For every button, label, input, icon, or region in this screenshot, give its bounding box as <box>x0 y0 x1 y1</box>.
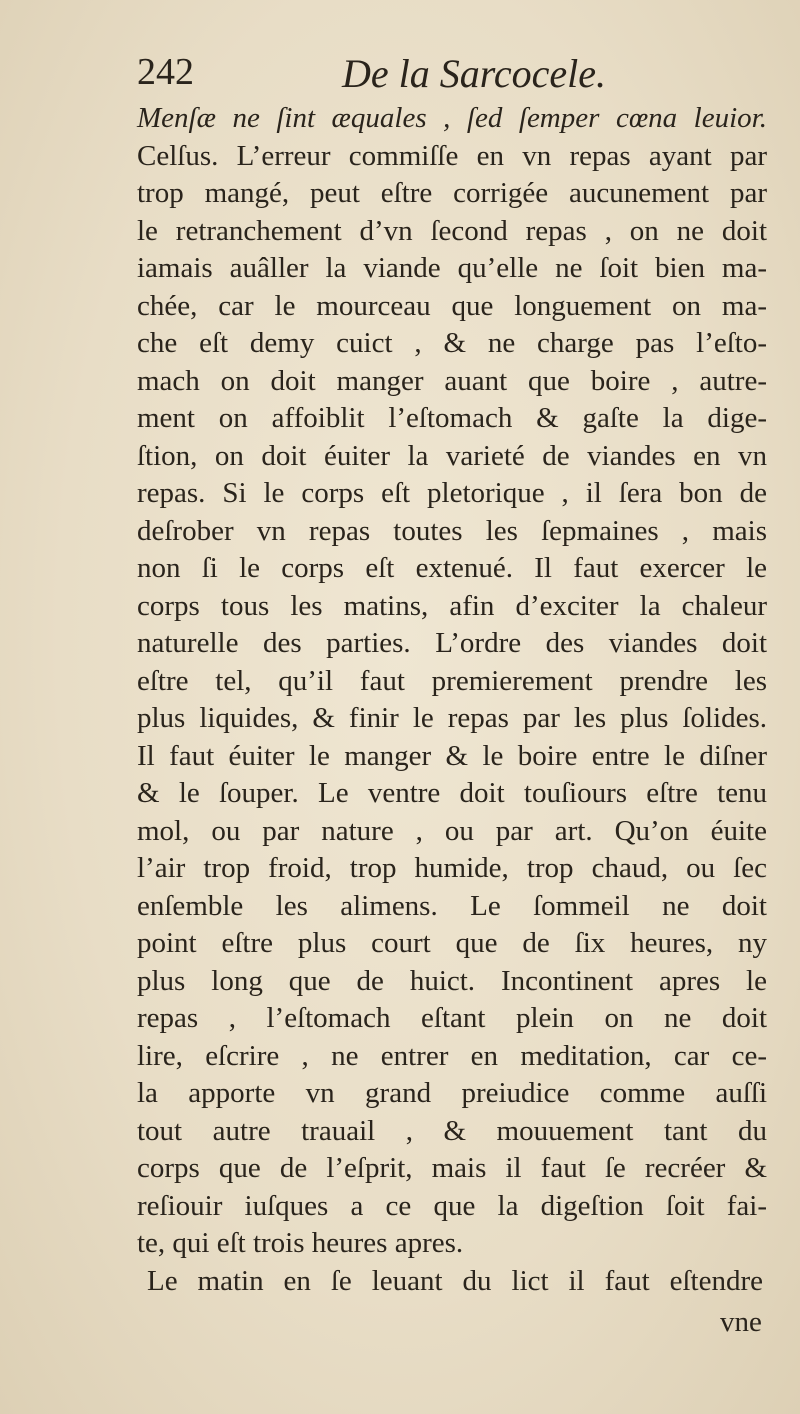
text-line: deſrober vn repas toutes les ſepmaines , mais <box>137 514 767 547</box>
text-line: trop mangé, peut eſtre corrigée aucunement par <box>137 177 767 209</box>
text-line: point eſtre plus court que de ſix heures, ny <box>137 927 767 959</box>
text-line: repas , l’eſtomach eſtant plein on ne doit <box>137 1002 767 1034</box>
text-line: & le ſouper. Le ventre doit touſiours eſtre tenu <box>137 777 767 809</box>
text-line: Le matin en ſe leuant du lict il faut eſtendre <box>147 1264 763 1297</box>
text-line: corps que de l’eſprit, mais il faut ſe recréer & <box>137 1152 767 1184</box>
page-header <box>137 50 777 100</box>
running-title: De la Sarcocele. <box>342 51 606 96</box>
text-line: enſemble les alimens. Le ſommeil ne doit <box>137 889 767 922</box>
text-line: Menſæ ne ſint æquales , ſed ſemper cœna leuior. <box>137 102 767 134</box>
text-line: ſtion, on doit éuiter la varieté de viandes en vn <box>137 439 767 472</box>
page-number: 242 <box>137 51 194 93</box>
text-line: corps tous les matins, afin d’exciter la chaleur <box>137 589 767 622</box>
text-line: naturelle des parties. L’ordre des viandes doit <box>137 627 767 659</box>
text-line: ment on affoiblit l’eſtomach & gaſte la dige- <box>137 402 767 434</box>
body-text <box>137 100 767 1300</box>
text-line: chée, car le mourceau que longuement on ma- <box>137 289 767 322</box>
text-line: Il faut éuiter le manger & le boire entre le diſner <box>137 739 767 772</box>
text-line: lire, eſcrire , ne entrer en meditation, car ce- <box>137 1039 767 1072</box>
text-line: non ſi le corps eſt extenué. Il faut exercer le <box>137 552 767 584</box>
text-line: la apporte vn grand preiudice comme auſſi <box>137 1077 767 1109</box>
text-line: l’air trop froid, trop humide, trop chaud, ou ſec <box>137 852 767 884</box>
text-line: plus long que de huict. Incontinent apres le <box>137 964 767 997</box>
text-line: mol, ou par nature , ou par art. Qu’on éuite <box>137 814 767 847</box>
text-line: repas. Si le corps eſt pletorique , il ſera bon de <box>137 477 767 509</box>
text-line: mach on doit manger auant que boire , autre- <box>137 364 767 397</box>
text-line: eſtre tel, qu’il faut premierement prendre les <box>137 664 767 697</box>
text-line: le retranchement d’vn ſecond repas , on ne doit <box>137 214 767 247</box>
text-line: tout autre trauail , & mouuement tant du <box>137 1114 767 1147</box>
catchword: vne <box>720 1306 762 1338</box>
text-line: plus liquides, & finir le repas par les plus ſolides. <box>137 702 767 734</box>
text-line: Celſus. L’erreur commiſſe en vn repas ayant par <box>137 139 767 172</box>
text-line: che eſt demy cuict , & ne charge pas l’eſto- <box>137 327 767 359</box>
text-line: iamais auâller la viande qu’elle ne ſoit bien ma- <box>137 252 767 284</box>
text-line: te, qui eſt trois heures apres. <box>137 1227 464 1259</box>
text-line: reſiouir iuſques a ce que la digeſtion ſoit fai- <box>137 1189 767 1222</box>
